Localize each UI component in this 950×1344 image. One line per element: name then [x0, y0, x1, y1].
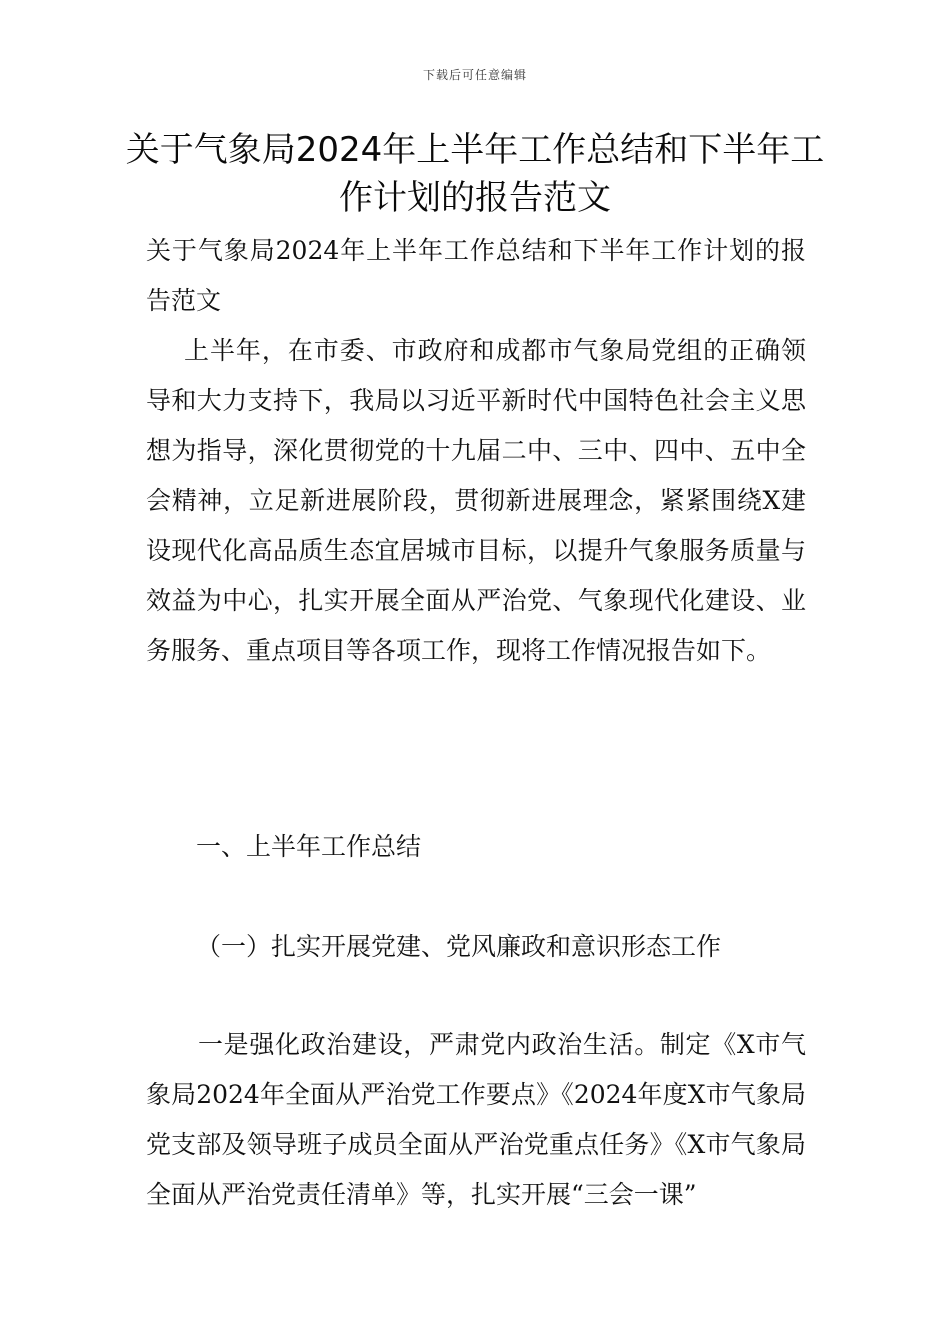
- section-heading: 一、上半年工作总结: [196, 832, 422, 861]
- subsection-heading: （一）扎实开展党建、党风廉政和意识形态工作: [196, 932, 722, 961]
- intro-paragraph: 上半年，在市委、市政府和成都市气象局党组的正确领导和大力支持下，我局以习近平新时代中国特色社会主义思想为指导，深化贯彻党的十九届二中、三中、四中、五中全会精神，立足新进展阶段，贯彻新进展理念，紧紧围绕X建设现代化高品质生态宜居城市目标，以提升气象服务质量与效益为中心，扎实开展全面从严治党、气象现代化建设、业务服务、重点项目等各项工作，现将工作情况报告如下。: [146, 336, 806, 665]
- document-title: 关于气象局2024年上半年工作总结和下半年工作计划的报告范文: [125, 130, 825, 218]
- document-subtitle: 关于气象局2024年上半年工作总结和下半年工作计划的报告范文: [146, 236, 806, 315]
- header-note: 下载后可任意编辑: [422, 68, 527, 82]
- body-paragraph: 一是强化政治建设，严肃党内政治生活。制定《X市气象局2024年全面从严治党工作要点》《2024年度X市气象局党支部及领导班子成员全面从严治党重点任务》《X市气象局全面从严治党责任清单》等，扎实开展“三会一课”: [146, 1030, 806, 1209]
